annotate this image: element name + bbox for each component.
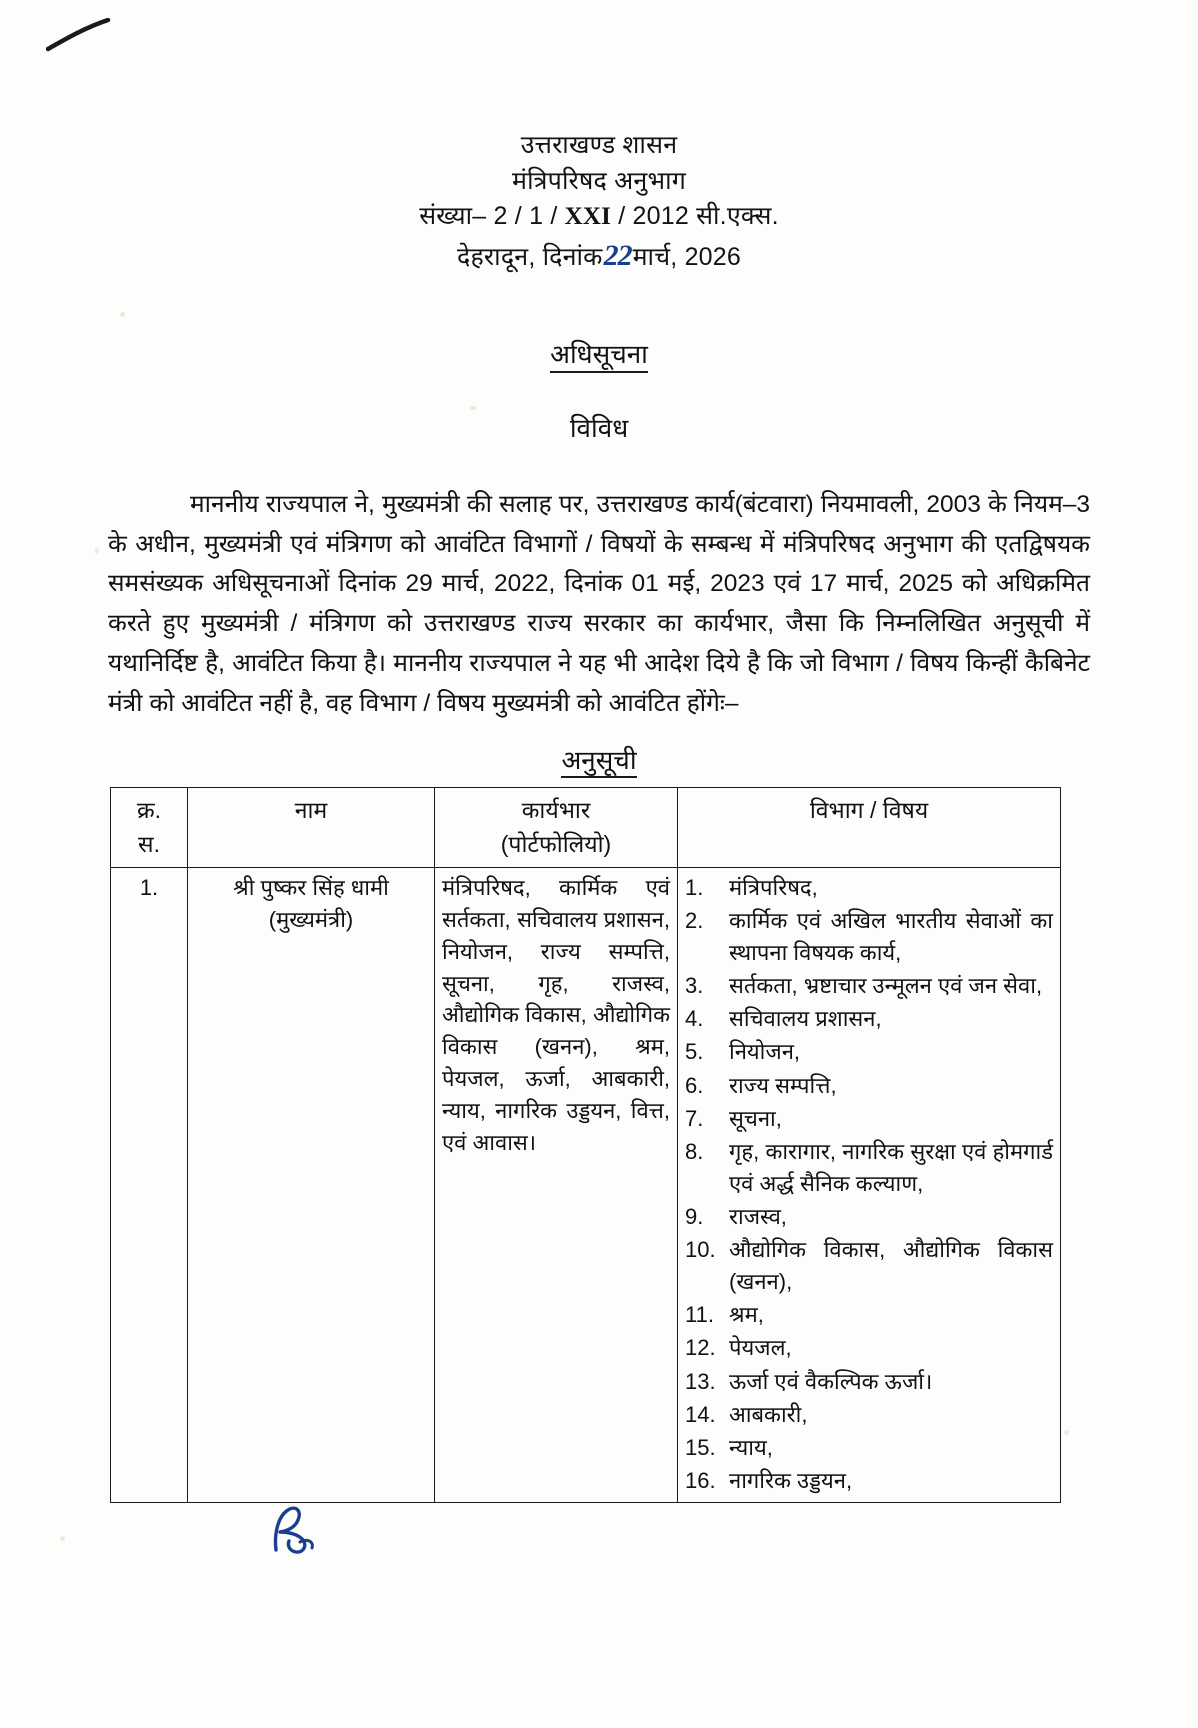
department-item: सूचना, — [729, 1105, 782, 1131]
minister-designation: (मुख्यमंत्री) — [268, 906, 354, 932]
column-header-serial — [111, 788, 188, 868]
place-label: देहरादून, दिनांक — [456, 242, 603, 271]
cell-serial: 1. — [111, 867, 188, 1502]
department-item: पेयजल, — [729, 1335, 792, 1361]
body-paragraph-text: माननीय राज्यपाल ने, मुख्यमंत्री की सलाह पर, उत्तराखण्ड कार्य(बंटवारा) नियमावली, 2003 के नियम–3 के अधीन, मुख्यमंत्री एवं मंत्रिगण को आवंटित विभागों / विषयों के सम्बन्ध में मंत्रिपरिषद अनुभाग की एतद्विषयक समसंख्यक अधिसूचनाओं दिनांक 29 मार्च, 2022, दिनांक 01 मई, 2023 एवं 17 मार्च, 2025 को अधिक्रमित करते हुए मुख्यमंत्री / मंत्रिगण को उत्तराखण्ड राज्य सरकार का कार्यभार, जैसा कि निम्नलिखित अनुसूची में यथानिर्दिष्ट है, आवंटित किया है। माननीय राज्यपाल ने यह भी आदेश दिये है कि जो विभाग / विषय किन्हीं कैबिनेट मंत्री को आवंटित नहीं है, वह विभाग / विषय मुख्यमंत्री को आवंटित होंगेः– — [108, 491, 1090, 717]
department-item: श्रम, — [729, 1302, 764, 1328]
table-row — [111, 867, 1061, 1502]
govt-name: उत्तराखण्ड शासन — [520, 131, 678, 159]
column-header-serial-line2: स. — [138, 830, 160, 857]
column-header-name: नाम — [188, 788, 435, 868]
reference-number-roman: XXI — [564, 203, 612, 230]
reference-number-suffix: / 2012 सी.एक्स. — [618, 202, 779, 230]
department-item: न्याय, — [729, 1434, 773, 1460]
schedule-table — [110, 787, 1061, 1503]
notification-title — [0, 335, 1198, 371]
notification-title-text: अधिसूचना — [550, 339, 648, 373]
reference-number-prefix: संख्या– 2 / 1 / — [419, 202, 558, 230]
table-header-row — [111, 788, 1061, 868]
place-and-date — [0, 235, 1198, 278]
month-year: मार्च, 2026 — [632, 242, 741, 271]
column-header-portfolio-line1: कार्यभार — [521, 797, 591, 824]
handwritten-signature — [262, 1498, 334, 1564]
department-item: नियोजन, — [729, 1039, 801, 1065]
reference-number — [0, 199, 1198, 235]
department-item: ऊर्जा एवं वैकल्पिक ऊर्जा। — [729, 1368, 933, 1394]
department-item: कार्मिक एवं अखिल भारतीय सेवाओं का स्थापना विषयक कार्य, — [729, 908, 1053, 966]
column-header-portfolio-line2: (पोर्टफोलियो) — [500, 830, 612, 857]
cell-name — [188, 867, 435, 1502]
department-item: औद्योगिक विकास, औद्योगिक विकास (खनन), — [729, 1237, 1053, 1295]
department-item: मंत्रिपरिषद, — [729, 874, 818, 900]
department-list — [685, 872, 1053, 1497]
handwritten-day: 22 — [603, 238, 632, 272]
department-item: राज्य सम्पत्ति, — [729, 1072, 837, 1098]
table-body — [111, 867, 1061, 1502]
document-header — [0, 0, 1198, 277]
department-name: मंत्रिपरिषद अनुभाग — [511, 166, 687, 195]
schedule-caption-text: अनुसूची — [561, 745, 636, 778]
column-header-department: विभाग / विषय — [678, 788, 1061, 868]
schedule-table-wrapper — [110, 787, 1090, 1503]
department-item: सचिवालय प्रशासन, — [729, 1006, 882, 1032]
column-header-serial-line1: क्र. — [136, 797, 162, 824]
column-header-portfolio — [435, 788, 678, 868]
schedule-caption — [0, 741, 1198, 777]
body-paragraph — [108, 485, 1090, 723]
department-item: राजस्व, — [729, 1204, 787, 1229]
department-item: आबकारी, — [729, 1401, 808, 1427]
cell-departments — [678, 867, 1061, 1502]
cell-portfolio: मंत्रिपरिषद, कार्मिक एवं सर्तकता, सचिवालय प्रशासन, नियोजन, राज्य सम्पत्ति, सूचना, गृह, राजस्व, औद्योगिक विकास, औद्योगिक विकास (खनन), श्रम, पेयजल, ऊर्जा, आबकारी, न्याय, नागरिक उड्डयन, वित्त, एवं आवास। — [435, 867, 678, 1502]
department-item: नागरिक उड्डयन, — [729, 1467, 853, 1493]
department-item: सर्तकता, भ्रष्टाचार उन्मूलन एवं जन सेवा, — [729, 973, 1043, 999]
notification-subtitle: विविध — [569, 413, 629, 444]
department-item: गृह, कारागार, नागरिक सुरक्षा एवं होमगार्ड एवं अर्द्ध सैनिक कल्याण, — [729, 1138, 1053, 1196]
table-header-row-group — [111, 788, 1061, 868]
minister-name: श्री पुष्कर सिंह धामी — [233, 874, 389, 900]
